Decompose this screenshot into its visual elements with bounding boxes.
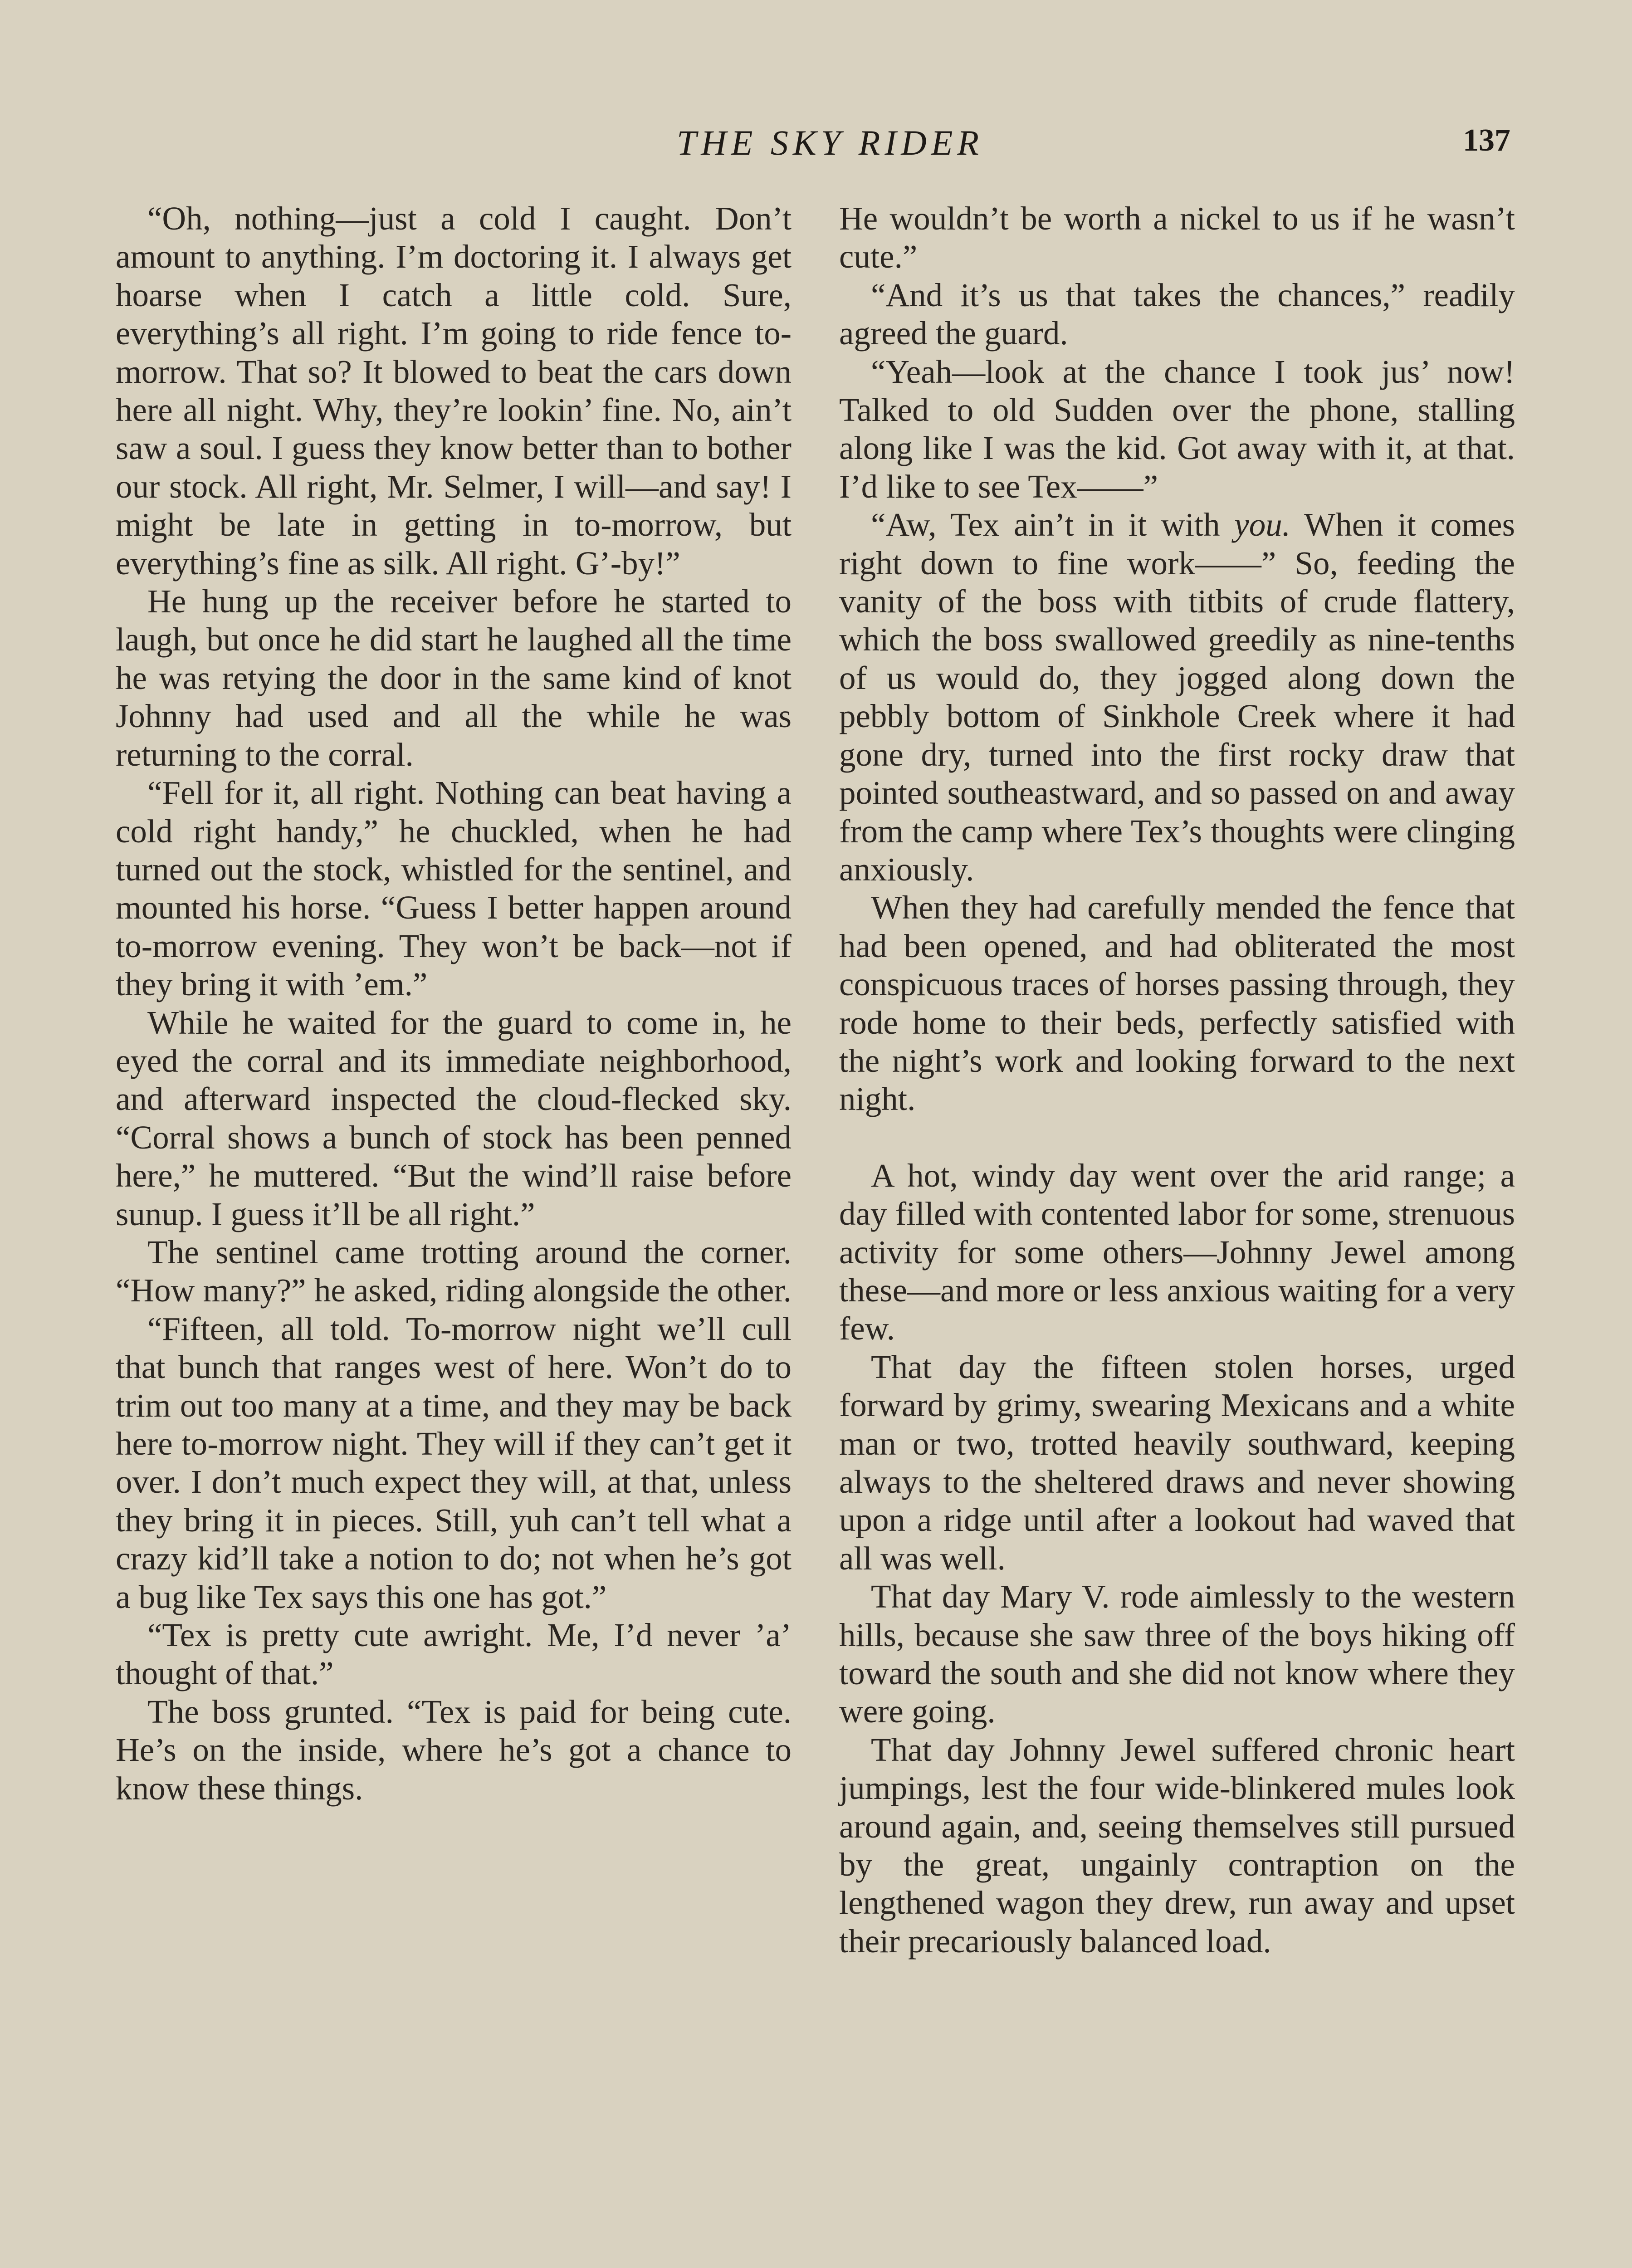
paragraph: That day Johnny Jewel suffered chronic heart jumpings, lest the four wide-blinkered mules look around again, and, seeing themselves still pursued by the great, ungainly contraption on the lengthened wagon they drew, run away and upset their precariously balanced load. — [839, 1731, 1515, 1960]
paragraph: That day the fifteen stolen horses, urged forward by grimy, swearing Mexicans and a white man or two, trotted heavily southward, keeping always to the sheltered draws and never showing upon a ridge until after a lookout had waved that all was well. — [839, 1348, 1515, 1577]
paragraph: When they had carefully mended the fence that had been opened, and had obliterated the most conspicuous traces of horses passing through, they rode home to their beds, perfectly satisfied with the night’s work and looking forward to the next night. — [839, 889, 1515, 1118]
page-number: 137 — [1463, 123, 1510, 158]
paragraph: “Tex is pretty cute awright. Me, I’d never ’a’ thought of that.” — [116, 1617, 792, 1692]
paragraph-text: “Aw, Tex ain’t in it with — [871, 506, 1235, 543]
paragraph: “Fifteen, all told. To-morrow night we’ll cull that bunch that ranges west of here. Won’t do to trim out too many at a time, and they may be back here to-morrow night. They will if they can’t get it over. I don’t much expect they will, at that, unless they bring it in pieces. Still, yuh can’t tell what a crazy kid’ll take a notion to do; not when he’s got a bug like Tex says this one has got.” — [116, 1310, 792, 1615]
paragraph — [839, 506, 1515, 889]
paragraph: The boss grunted. “Tex is paid for being cute. He’s on the inside, where he’s got a chance to know these things. — [116, 1693, 792, 1807]
running-title: THE SKY RIDER — [677, 123, 983, 162]
page-header — [0, 122, 1632, 172]
paragraph: While he waited for the guard to come in, he eyed the corral and its immediate neighborhood, and afterward inspected the cloud-flecked sky. “Corral shows a bunch of stock has been penned here,” he muttered. “But the wind’ll raise before sunup. I guess it’ll be all right.” — [116, 1004, 792, 1232]
emphasized-word: you. — [1234, 506, 1290, 543]
paragraph: “Fell for it, all right. Nothing can beat having a cold right handy,” he chuckled, when he had turned out the stock, whistled for the sentinel, and mounted his horse. “Guess I better happen around to-morrow evening. They won’t be back—not if they bring it with ’em.” — [116, 774, 792, 1003]
paragraph: “Yeah—look at the chance I took jus’ now! Talked to old Sudden over the phone, stalling along like I was the kid. Got away with it, at that. I’d like to see Tex——” — [839, 353, 1515, 505]
paragraph-continued: He wouldn’t be worth a nickel to us if he wasn’t cute.” — [839, 200, 1515, 275]
left-column — [116, 200, 792, 1808]
paragraph: “And it’s us that takes the chances,” readily agreed the guard. — [839, 276, 1515, 352]
paragraph-text: When it comes right down to fine work——” So, feeding the vanity of the boss with titbits of crude flattery, which the boss swallowed greedily as nine-tenths of us would do, they jogged along down the pebbly bottom of Sinkhole Creek where it had gone dry, turned into the first rocky draw that pointed southeastward, and so passed on and away from the camp where Tex’s thoughts were clinging anxiously. — [839, 506, 1515, 888]
right-column — [839, 200, 1515, 1960]
paragraph: He hung up the receiver before he started to laugh, but once he did start he laughed all the time he was retying the door in the same kind of knot Johnny had used and all the while he was returning to the corral. — [116, 583, 792, 773]
paragraph: That day Mary V. rode aimlessly to the western hills, because she saw three of the boys hiking off toward the south and she did not know where they were going. — [839, 1578, 1515, 1730]
paragraph: “Oh, nothing—just a cold I caught. Don’t amount to anything. I’m doctoring it. I always get hoarse when I catch a little cold. Sure, everything’s all right. I’m going to ride fence to-morrow. That so? It blowed to beat the cars down here all night. Why, they’re lookin’ fine. No, ain’t saw a soul. I guess they know better than to bother our stock. All right, Mr. Selmer, I will—and say! I might be late in getting in to-morrow, but everything’s fine as silk. All right. G’-by!” — [116, 200, 792, 582]
paragraph: A hot, windy day went over the arid range; a day filled with contented labor for some, strenuous activity for some others—Johnny Jewel among these—and more or less anxious waiting for a very few. — [839, 1157, 1515, 1347]
paragraph: The sentinel came trotting around the corner. “How many?” he asked, riding alongside the other. — [116, 1233, 792, 1309]
